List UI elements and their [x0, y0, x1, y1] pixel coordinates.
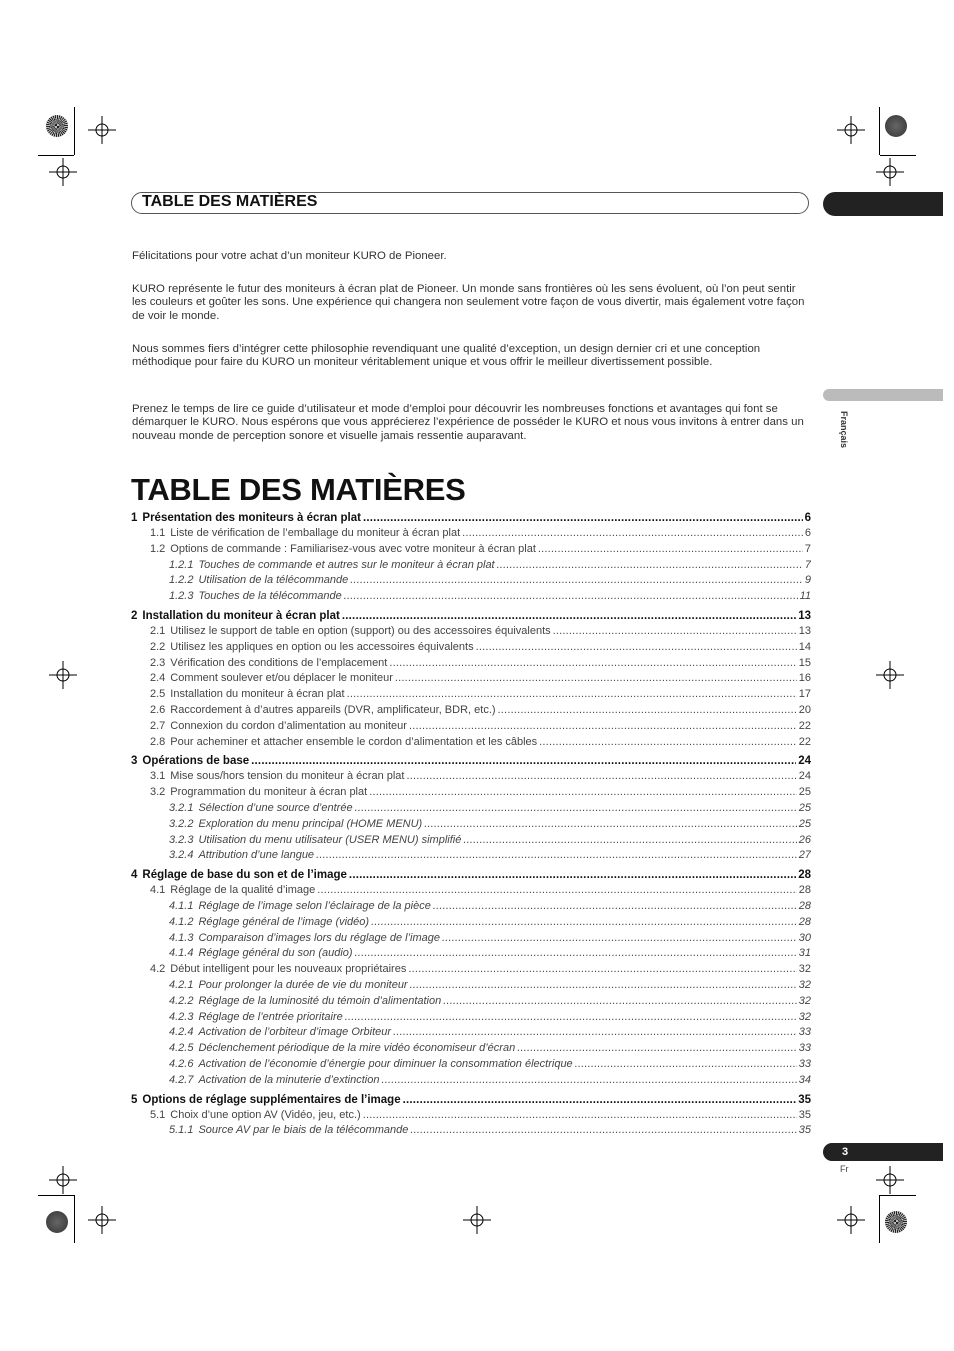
toc-entry-number: 4.2	[150, 963, 166, 976]
toc-entry[interactable]	[131, 656, 811, 672]
toc-entry-number: 1.1	[150, 527, 166, 539]
intro-paragraph-1: Félicitations pour votre achat d’un moniteur KURO de Pioneer.	[132, 250, 447, 262]
crop-line	[74, 1195, 75, 1243]
toc-entry-text: Choix d’une option AV (Vidéo, jeu, etc.)	[170, 1108, 361, 1121]
toc-entry[interactable]	[131, 962, 811, 978]
registration-mark-icon	[837, 1206, 865, 1234]
toc-entry-page: 33	[798, 1042, 811, 1055]
toc-entry-text: Attribution d’une langue	[198, 849, 315, 862]
toc-entry-page: 32	[798, 978, 811, 991]
toc-entry[interactable]	[131, 769, 811, 785]
toc-entry[interactable]	[131, 703, 811, 719]
toc-entry-page: 13	[798, 609, 811, 622]
toc-entry-text: Pour prolonger la durée de vie du moniteur	[198, 978, 408, 991]
toc-leader-dots	[355, 946, 797, 962]
toc-entry-number: 4.2.5	[169, 1042, 194, 1055]
toc-entry-number: 3.2.1	[169, 801, 194, 814]
toc-entry-page: 35	[798, 1124, 811, 1137]
toc-entry-page: 34	[798, 1073, 811, 1086]
toc-entry[interactable]	[131, 833, 811, 849]
toc-entry-page: 11	[799, 590, 811, 603]
toc-entry-title	[169, 801, 353, 817]
toc-entry-number: 4.1.3	[169, 931, 194, 944]
toc-entry[interactable]	[131, 624, 811, 640]
toc-entry-text: Exploration du menu principal (HOME MENU)	[198, 817, 423, 830]
toc-entry-text: Opérations de base	[142, 755, 250, 768]
toc-leader-dots	[443, 994, 797, 1010]
toc-entry[interactable]	[131, 735, 811, 751]
toc-entry-number: 5	[131, 1093, 138, 1106]
toc-entry-page: 7	[804, 542, 811, 555]
toc-leader-dots	[409, 719, 797, 735]
toc-leader-dots	[350, 573, 803, 589]
toc-entry-number: 5.1.1	[169, 1124, 194, 1137]
crop-line	[74, 107, 75, 155]
toc-entry-number: 2.4	[150, 672, 166, 685]
toc-entry[interactable]	[131, 817, 811, 833]
toc-leader-dots	[410, 1123, 796, 1139]
toc-entry-text: Déclenchement périodique de la mire vidéo économiseur d’écran	[198, 1042, 516, 1055]
toc-entry[interactable]	[131, 753, 811, 769]
toc-entry-title	[169, 946, 353, 962]
toc-leader-dots	[389, 656, 796, 672]
toc-entry-title	[169, 558, 495, 574]
registration-mark-icon	[49, 158, 77, 186]
toc-leader-dots	[406, 769, 796, 785]
toc-entry-title	[131, 753, 249, 769]
toc-entry-page: 28	[798, 869, 811, 882]
toc-entry-title	[150, 624, 551, 640]
toc-entry-text: Réglage de la qualité d’image	[170, 884, 316, 897]
toc-entry-page: 31	[798, 947, 811, 960]
toc-entry-text: Utilisez les appliques en option ou les accessoires équivalents	[170, 640, 474, 653]
toc-entry-title	[169, 978, 408, 994]
toc-entry-title	[150, 735, 537, 751]
toc-entry-title	[150, 962, 406, 978]
toc-entry-number: 4.2.3	[169, 1010, 194, 1023]
toc-leader-dots	[347, 687, 797, 703]
toc-entry[interactable]	[131, 1092, 811, 1108]
toc-leader-dots	[498, 703, 797, 719]
toc-entry-text: Utilisez le support de table en option (support) ou des accessoires équivalents	[170, 624, 551, 637]
toc-leader-dots	[538, 542, 803, 558]
crop-line	[38, 1195, 74, 1196]
toc-leader-dots	[539, 735, 797, 751]
toc-entry-number: 4.1.2	[169, 915, 194, 928]
toc-entry-text: Activation de la minuterie d’extinction	[198, 1073, 380, 1086]
toc-entry-page: 32	[798, 1010, 811, 1023]
toc-entry[interactable]	[131, 1123, 811, 1139]
table-of-contents	[131, 510, 811, 1139]
toc-entry-page: 24	[798, 770, 811, 783]
toc-entry-text: Programmation du moniteur à écran plat	[170, 786, 368, 799]
toc-entry-page: 13	[798, 624, 811, 637]
toc-entry[interactable]	[131, 526, 811, 542]
toc-entry-text: Mise sous/hors tension du moniteur à écran plat	[170, 770, 405, 783]
toc-entry[interactable]	[131, 558, 811, 574]
toc-entry-page: 33	[798, 1057, 811, 1070]
toc-entry-page: 25	[798, 786, 811, 799]
toc-entry-text: Pour acheminer et attacher ensemble le cordon d’alimentation et les câbles	[170, 735, 538, 748]
toc-entry-page: 17	[798, 688, 811, 701]
toc-entry-title	[150, 883, 315, 899]
toc-entry-number: 2.6	[150, 703, 166, 716]
toc-entry-title	[150, 671, 393, 687]
toc-entry-text: Utilisation du menu utilisateur (USER MENU) simplifié	[198, 833, 462, 846]
toc-entry[interactable]	[131, 640, 811, 656]
toc-leader-dots	[363, 510, 803, 526]
toc-leader-dots	[349, 867, 796, 883]
toc-entry-number: 2	[131, 609, 138, 622]
toc-entry-page: 35	[798, 1093, 811, 1106]
toc-entry[interactable]	[131, 994, 811, 1010]
toc-entry-title	[169, 848, 314, 864]
toc-entry-text: Activation de l’orbiteur d’image Orbiteur	[198, 1026, 392, 1039]
toc-entry-page: 6	[804, 512, 811, 524]
toc-entry-text: Installation du moniteur à écran plat	[170, 688, 345, 701]
toc-entry-number: 2.3	[150, 656, 166, 669]
toc-entry-title	[131, 608, 340, 624]
toc-entry-text: Comment soulever et/ou déplacer le moniteur	[170, 672, 393, 685]
toc-entry-title	[150, 687, 345, 703]
crop-line	[38, 155, 74, 156]
toc-leader-dots	[553, 624, 797, 640]
toc-leader-dots	[442, 931, 797, 947]
toc-entry-text: Réglage de l’image selon l’éclairage de la pièce	[198, 899, 431, 912]
toc-entry-title	[169, 899, 431, 915]
toc-entry-title	[150, 703, 496, 719]
toc-entry[interactable]	[131, 1057, 811, 1073]
page-language-code: Fr	[840, 1164, 849, 1174]
toc-entry-text: Options de commande : Familiarisez-vous avec votre moniteur à écran plat	[170, 542, 536, 555]
toc-entry[interactable]	[131, 946, 811, 962]
toc-entry-number: 1.2.3	[169, 590, 194, 603]
toc-entry-title	[131, 1092, 401, 1108]
section-header-title: TABLE DES MATIÈRES	[142, 193, 318, 210]
rosette-mark-icon	[885, 1211, 907, 1233]
toc-entry-text: Comparaison d’images lors du réglage de l’image	[198, 931, 440, 944]
crop-line	[879, 1195, 880, 1243]
toc-leader-dots	[476, 640, 797, 656]
page-number-tab	[823, 1143, 943, 1161]
toc-entry-text: Sélection d’une source d’entrée	[198, 801, 353, 814]
toc-leader-dots	[575, 1057, 797, 1073]
toc-leader-dots	[408, 962, 796, 978]
registration-mark-icon	[88, 116, 116, 144]
toc-entry[interactable]	[131, 785, 811, 801]
toc-entry-page: 33	[798, 1026, 811, 1039]
toc-entry-number: 2.1	[150, 624, 166, 637]
toc-leader-dots	[355, 801, 797, 817]
intro-paragraph-4: Prenez le temps de lire ce guide d’utilisateur et mode d’emploi pour découvrir les nombreuses fonctions et avantages qui font se démarquer le KURO. Nous espérons que vous apprécierez l’expérience de posséder le KURO et nous vous invitons à entrer dans un nouveau monde de perception sonore et visuelle jamais ressentie auparavant.	[132, 403, 804, 442]
registration-mark-icon	[463, 1206, 491, 1234]
toc-entry-title	[169, 1041, 515, 1057]
rosette-mark-icon	[46, 1211, 68, 1233]
toc-leader-dots	[369, 785, 797, 801]
toc-entry[interactable]	[131, 589, 811, 605]
toc-entry-page: 28	[798, 899, 811, 912]
toc-entry-number: 3.2.3	[169, 833, 194, 846]
toc-entry-title	[131, 867, 347, 883]
intro-paragraph-3: Nous sommes fiers d’intégrer cette philosophie revendiquant une qualité d’exception, un design dernier cri et une conception méthodique pour faire du KURO un moniteur véritablement unique et vous offrir le meilleur divertissement possible.	[132, 343, 761, 369]
toc-entry-title	[169, 589, 342, 605]
toc-entry-number: 2.8	[150, 735, 166, 748]
toc-entry-page: 28	[798, 915, 811, 928]
toc-entry-number: 4.1.4	[169, 947, 194, 960]
registration-mark-icon	[876, 1166, 904, 1194]
toc-entry-title	[169, 817, 422, 833]
toc-entry-title	[169, 931, 440, 947]
toc-entry-number: 3	[131, 755, 138, 768]
toc-entry-page: 14	[798, 640, 811, 653]
toc-entry-text: Réglage général de l’image (vidéo)	[198, 915, 370, 928]
toc-entry-title	[150, 526, 460, 542]
language-tab	[823, 389, 943, 401]
toc-entry-title	[169, 1057, 573, 1073]
rosette-mark-icon	[885, 115, 907, 137]
toc-entry-page: 20	[798, 703, 811, 716]
toc-entry[interactable]	[131, 1073, 811, 1089]
toc-entry[interactable]	[131, 542, 811, 558]
toc-entry-title	[169, 1010, 343, 1026]
toc-entry-text: Source AV par le biais de la télécommande	[198, 1124, 409, 1137]
registration-mark-icon	[876, 661, 904, 689]
toc-entry-page: 32	[798, 963, 811, 976]
crop-line	[879, 107, 880, 155]
toc-entry[interactable]	[131, 978, 811, 994]
toc-entry-number: 4.2.7	[169, 1073, 194, 1086]
toc-entry-page: 25	[798, 817, 811, 830]
toc-leader-dots	[497, 558, 803, 574]
page-number: 3	[842, 1146, 849, 1158]
toc-entry-title	[169, 915, 369, 931]
toc-entry-page: 22	[798, 735, 811, 748]
toc-leader-dots	[517, 1041, 797, 1057]
language-label-wrap	[839, 411, 849, 455]
intro-paragraph-2: KURO représente le futur des moniteurs à écran plat de Pioneer. Un monde sans frontières où les sens évoluent, où l’on peut sentir les couleurs et goûter les sons. Une expérience qui changera non seulement votre façon de vous divertir, mais également votre façon de voir le monde.	[132, 283, 805, 322]
toc-entry-page: 24	[798, 755, 811, 768]
toc-entry-number: 2.2	[150, 640, 166, 653]
toc-entry-number: 3.2	[150, 786, 166, 799]
toc-entry-title	[169, 1123, 408, 1139]
toc-leader-dots	[251, 753, 796, 769]
toc-entry-page: 16	[798, 672, 811, 685]
toc-entry-title	[150, 719, 407, 735]
toc-entry-number: 1.2.2	[169, 574, 194, 587]
toc-leader-dots	[342, 608, 796, 624]
toc-leader-dots	[433, 899, 797, 915]
toc-entry-text: Installation du moniteur à écran plat	[142, 609, 340, 622]
toc-leader-dots	[316, 848, 797, 864]
toc-entry-number: 4.2.2	[169, 994, 194, 1007]
toc-entry-number: 4.2.6	[169, 1057, 194, 1070]
toc-entry-number: 1.2	[150, 542, 166, 555]
toc-entry-text: Début intelligent pour les nouveaux propriétaires	[170, 963, 407, 976]
toc-entry-text: Connexion du cordon d’alimentation au moniteur	[170, 719, 407, 732]
toc-entry[interactable]	[131, 931, 811, 947]
toc-entry-number: 4.1.1	[169, 899, 194, 912]
toc-entry-page: 28	[798, 884, 811, 897]
registration-mark-icon	[49, 1166, 77, 1194]
toc-entry[interactable]	[131, 608, 811, 624]
toc-entry-page: 15	[798, 656, 811, 669]
toc-entry-number: 3.1	[150, 770, 166, 783]
toc-entry-page: 26	[798, 833, 811, 846]
registration-mark-icon	[88, 1206, 116, 1234]
toc-entry[interactable]	[131, 915, 811, 931]
toc-entry[interactable]	[131, 510, 811, 526]
toc-entry-title	[169, 573, 348, 589]
toc-entry-title	[169, 1025, 391, 1041]
toc-entry-text: Touches de commande et autres sur le moniteur à écran plat	[198, 558, 495, 571]
toc-entry-text: Liste de vérification de l’emballage du moniteur à écran plat	[170, 527, 461, 539]
toc-entry[interactable]	[131, 1108, 811, 1124]
toc-entry-page: 9	[804, 574, 811, 587]
toc-entry[interactable]	[131, 1041, 811, 1057]
crop-line	[880, 1195, 916, 1196]
toc-entry-text: Raccordement à d’autres appareils (DVR, amplificateur, BDR, etc.)	[170, 703, 496, 716]
toc-entry-title	[150, 1108, 361, 1124]
toc-leader-dots	[345, 1010, 797, 1026]
toc-entry-title	[150, 640, 474, 656]
toc-leader-dots	[381, 1073, 796, 1089]
toc-entry[interactable]	[131, 801, 811, 817]
toc-entry-page: 25	[798, 801, 811, 814]
toc-entry[interactable]	[131, 1010, 811, 1026]
toc-entry[interactable]	[131, 848, 811, 864]
toc-entry-page: 6	[804, 527, 811, 539]
toc-entry-number: 2.7	[150, 719, 166, 732]
toc-leader-dots	[403, 1092, 797, 1108]
toc-entry-title	[169, 833, 461, 849]
toc-entry-text: Vérification des conditions de l’emplacement	[170, 656, 388, 669]
toc-entry-title	[150, 785, 367, 801]
toc-entry-number: 3.2.2	[169, 817, 194, 830]
toc-entry[interactable]	[131, 719, 811, 735]
language-label: Français	[839, 411, 849, 449]
toc-leader-dots	[463, 833, 796, 849]
registration-mark-icon	[876, 158, 904, 186]
rosette-mark-icon	[46, 115, 68, 137]
toc-entry-page: 32	[798, 994, 811, 1007]
page-title: TABLE DES MATIÈRES	[131, 472, 466, 507]
toc-leader-dots	[395, 671, 797, 687]
toc-entry-number: 2.5	[150, 688, 166, 701]
toc-leader-dots	[393, 1025, 797, 1041]
toc-entry-title	[150, 542, 536, 558]
toc-entry-title	[169, 994, 441, 1010]
toc-entry-title	[131, 510, 361, 526]
toc-entry-title	[150, 769, 404, 785]
toc-entry[interactable]	[131, 867, 811, 883]
toc-entry-text: Touches de la télécommande	[198, 590, 342, 603]
toc-leader-dots	[462, 526, 803, 542]
toc-entry[interactable]	[131, 899, 811, 915]
toc-leader-dots	[317, 883, 797, 899]
toc-entry-text: Options de réglage supplémentaires de l’image	[142, 1093, 401, 1106]
toc-entry[interactable]	[131, 573, 811, 589]
toc-entry-text: Présentation des moniteurs à écran plat	[142, 512, 361, 524]
toc-entry[interactable]	[131, 671, 811, 687]
toc-leader-dots	[363, 1108, 797, 1124]
toc-entry-text: Réglage de la luminosité du témoin d’alimentation	[198, 994, 442, 1007]
toc-entry-number: 4.1	[150, 884, 166, 897]
toc-entry-page: 22	[798, 719, 811, 732]
toc-entry-text: Réglage de l’entrée prioritaire	[198, 1010, 343, 1023]
registration-mark-icon	[837, 116, 865, 144]
toc-entry-number: 4	[131, 869, 138, 882]
toc-entry-number: 5.1	[150, 1108, 166, 1121]
chapter-tab	[823, 192, 943, 216]
toc-entry-text: Utilisation de la télécommande	[198, 574, 349, 587]
toc-entry-number: 1	[131, 512, 138, 524]
toc-entry-number: 1.2.1	[169, 558, 194, 571]
toc-entry[interactable]	[131, 1025, 811, 1041]
toc-leader-dots	[424, 817, 797, 833]
toc-entry-page: 30	[798, 931, 811, 944]
toc-entry-page: 35	[798, 1108, 811, 1121]
toc-entry-title	[150, 656, 387, 672]
toc-entry-number: 4.2.1	[169, 978, 194, 991]
toc-leader-dots	[410, 978, 797, 994]
toc-entry-page: 27	[798, 849, 811, 862]
toc-entry-number: 4.2.4	[169, 1026, 194, 1039]
toc-entry-text: Réglage de base du son et de l’image	[142, 869, 347, 882]
toc-entry-title	[169, 1073, 379, 1089]
toc-entry[interactable]	[131, 883, 811, 899]
toc-entry-number: 3.2.4	[169, 849, 194, 862]
registration-mark-icon	[49, 661, 77, 689]
toc-entry-text: Réglage général du son (audio)	[198, 947, 353, 960]
toc-leader-dots	[344, 589, 798, 605]
crop-line	[880, 155, 916, 156]
toc-entry-page: 7	[804, 558, 811, 571]
toc-leader-dots	[371, 915, 797, 931]
toc-entry-text: Activation de l’économie d’énergie pour diminuer la consommation électrique	[198, 1057, 573, 1070]
toc-entry[interactable]	[131, 687, 811, 703]
